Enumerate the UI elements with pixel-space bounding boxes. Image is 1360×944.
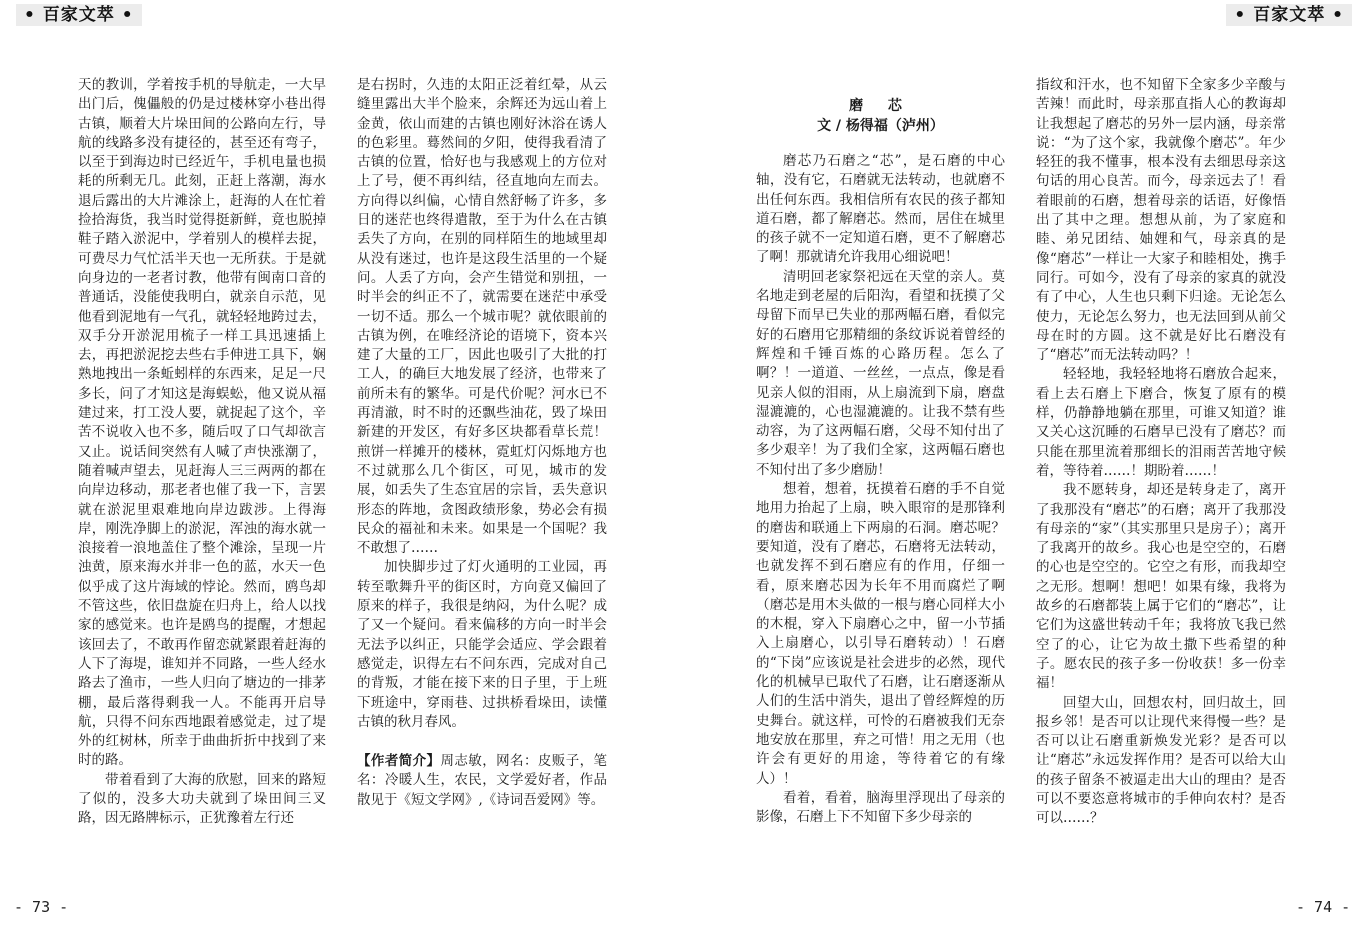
right-page-column-1 [756,96,1005,827]
section-tag-right: • 百家文萃 • [1226,4,1352,26]
paragraph: 是右拐时，久违的太阳正泛着红晕，从云缝里露出大半个脸来，余辉还为远山着上金黄，依山而建的古镇也刚好沐浴在诱人的色彩里。蓦然间的夕阳，使得我看清了古镇的位置，恰好也与我感观上的方位对上了号，便不再纠结，径直地向左而去。方向得以纠偏，心情自然舒畅了许多，多日的迷茫也终得遣散，至于为什么在古镇丢失了方向，在别的同样陌生的地域里却从没有迷过，也许是这段生活里的一个疑问。人丢了方向，会产生错觉和别扭，一时半会的纠正不了，就需要在迷茫中承受一切不适。那么一个城市呢？就依眼前的古镇为例，在唯经济论的语境下，资本兴建了大量的工厂，因此也吸引了大批的打工人，的确巨大地发展了经济，也带来了前所未有的繁华。可是代价呢？河水已不再清澈，时不时的还飘些油花，毁了垛田新建的开发区，有好多区块都看草长荒！煎饼一样摊开的楼林，霓虹灯闪烁地方也不过就那么几个街区，可见，城市的发展，如丢失了生态宜居的宗旨，丢失意识形态的阵地，贪图政绩形象，势必会有损民众的福祉和未来。如果是一个国呢？我不敢想了…… [357,77,607,557]
article-author: 文 / 杨得福（泸州） [817,118,944,134]
paragraph: 天的教训，学着按手机的导航走，一大早出门后，傀儡般的仍是过楼林穿小巷出得古镇，顺着大片垛田间的公路向左行，导航的线路多没有捷径的，甚至还有弯子，以至于到海边时已经近午，手机电量也损耗的所剩无几。此刻，正赶上落潮，海水退后露出的大片滩涂上，赶海的人在忙着捡拾海货，我当时觉得挺新鲜，竟也脱掉鞋子踏入淤泥中，学着别人的模样去捉，可费尽力气忙活半天也一无所获。于是就向身边的一老者讨教，他带有闽南口音的普通话，没能使我明白，就亲自示范，见他看到泥地有一气孔，就轻轻地跨过去，双手分开淤泥用梳子一样工具迅速插上去，再把淤泥挖去些右手伸进工具下，娴熟地拽出一条蚯蚓样的东西来，足足一尺多长，问了才知这是海蜈蚣，他又说从福建过来，打工没人要，就捉起了这个，辛苦不说收入也不多，随后叹了口气却欲言又止。说话间突然有人喊了声快涨潮了，随着喊声望去，见赶海人三三两两的都在向岸边移动，那老者也催了我一下，言罢就在淤泥里艰难地向岸边跋涉。上得海岸，刚洗净脚上的淤泥，浑浊的海水就一浪接着一浪地盖住了整个滩涂，呈现一片浊黄，原来海水并非一色的蓝，水天一色似乎成了这片海域的悖论。然而，鸥鸟却不管这些，依旧盘旋在归舟上，给人以找家的感觉来。也许是鸥鸟的提醒，才想起该回去了，不敢再作留恋就紧跟着赶海的人下了海堤，谁知并不同路，一些人经水路去了渔市，一些人归向了塘边的一排茅棚，最后落得剩我一人。不能再开启导航，只得不问东西地跟着感觉走，过了堤外的红树林，所幸于曲曲折折中找到了来时的路。 [78,77,326,769]
author-intro-text: 周志敏，网名：皮贩子，笔名：冷暖人生，农民，文学爱好者，作品散见于《短文学网》,《诗词吾爱网》等。 [357,753,608,808]
section-tag-left: • 百家文萃 • [16,4,142,26]
paragraph: 指纹和汗水，也不知留下全家多少辛酸与苦辣！而此时，母亲那直指人心的教诲却让我想起了磨芯的另外一层内涵，母亲常说：“为了这个家，我就像个磨芯”。年少轻狂的我不懂事，根本没有去细思母亲这句话的用心良苦。而今，母亲远去了！看着眼前的石磨，想着母亲的话语，好像悟出了其中之理。想想从前，为了家庭和睦、弟兄团结、妯娌和气，母亲真的是像“磨芯”一样让一大家子和睦相处，携手同行。可如今，没有了母亲的家真的就没有了中心，人生也只剩下归途。无论怎么使力，无论怎么努力，也无法回到从前父母在时的方圆。这不就是好比石磨没有了“磨芯”而无法转动吗？！ [1036,77,1286,364]
author-intro [357,752,607,810]
paragraph: 带着看到了大海的欣慰，回来的路短了似的，没多大功夫就到了垛田间三叉路，因无路牌标示，正犹豫着左行还 [78,771,326,827]
left-page-column-1 [78,76,326,829]
left-page-column-2 [357,76,607,810]
article-header [756,96,1005,136]
page-number-right: - 74 - [1296,898,1351,916]
right-page-column-2 [1036,76,1286,829]
paragraph: 回望大山，回想农村，回归故土，回报乡邻！是否可以让现代来得慢一些？是否可以让石磨重新焕发光彩？是否可以让“磨芯”永远发挥作用？是否可以给大山的孩子留条不被逼走出大山的理由？是否可以不要恣意将城市的手伸向农村？是否可以……？ [1036,694,1286,827]
paragraph: 磨芯乃石磨之“芯”，是石磨的中心轴，没有它，石磨就无法转动，也就磨不出任何东西。我相信所有农民的孩子都知道石磨，都了解磨芯。然而，居住在城里的孩子就不一定知道石磨，更不了解磨芯了啊！那就请允许我用心细说吧！ [756,153,1005,266]
paragraph: 轻轻地，我轻轻地将石磨放合起来，看上去石磨上下磨合，恢复了原有的模样，仍静静地躺在那里，可谁又知道？谁又关心这沉睡的石磨早已没有了磨芯？而只能在那里流着那细长的泪雨苦苦地守候着，等待着……！期盼着……！ [1036,366,1286,479]
page-number-left: - 73 - [14,898,69,916]
paragraph: 看着，看着，脑海里浮现出了母亲的影像，石磨上下不知留下多少母亲的 [756,789,1005,826]
paragraph: 加快脚步过了灯火通明的工业园，再转至歌舞升平的街区时，方向竟又偏回了原来的样子，我很是纳闷，为什么呢？成了又一个疑问。看来偏移的方向一时半会无法予以纠正，只能学会适应、学会跟着感觉走，识得左右不问东西，完成对自己的背叛，才能在接下来的日子里，于上班下班途中，穿雨巷、过拱桥看垛田，读懂古镇的秋月春风。 [357,559,607,730]
paragraph: 我不愿转身，却还是转身走了，离开了我那没有“磨芯”的石磨；离开了我那没有母亲的“家”（其实那里只是房子）；离开了我离开的故乡。我心也是空空的，石磨的心也是空空的。它空之有形，而我却空之无形。想啊！想吧！如果有缘，我将为故乡的石磨都装上属于它们的“磨芯”，让它们为这盛世转动千年；我将放飞我已然空了的心，让它为故土撒下些希望的种子。愿农民的孩子多一份收获！多一份幸福！ [1036,482,1286,692]
paragraph: 清明回老家祭祀远在天堂的亲人。莫名地走到老屋的后阳沟，看望和抚摸了父母留下而早已失业的那两幅石磨，看似完好的石磨用它那精细的条纹诉说着曾经的辉煌和千锤百炼的心路历程。怎么了啊？！一道道、一丝丝，一点点，像是看见亲人似的泪雨，从上扇流到下扇，磨盘湿漉漉的，心也湿漉漉的。让我不禁有些动容，为了这两幅石磨，父母不知付出了多少艰辛！为了我们全家，这两幅石磨也不知付出了多少磨励！ [756,268,1005,478]
paragraph: 想着，想着，抚摸着石磨的手不自觉地用力抬起了上扇，映入眼帘的是那锋利的磨齿和联通上下两扇的石洞。磨芯呢？要知道，没有了磨芯，石磨将无法转动，也就发挥不到石磨应有的作用，仔细一看，原来磨芯因为长年不用而腐烂了啊（磨芯是用木头做的一根与磨心同样大小的木棍，穿入下扇磨心之中，留一小节插入上扇磨心，以引导石磨转动）！石磨的“下岗”应该说是社会进步的必然，现代化的机械早已取代了石磨，让石磨逐渐从人们的生活中消失，退出了曾经辉煌的历史舞台。就这样，可怜的石磨被我们无奈地安放在那里，弃之可惜！用之无用（也许会有更好的用途，等待着它的有缘人）！ [756,481,1005,787]
article-title: 磨 芯 [849,98,912,114]
author-intro-label: 【作者简介】 [357,753,441,770]
